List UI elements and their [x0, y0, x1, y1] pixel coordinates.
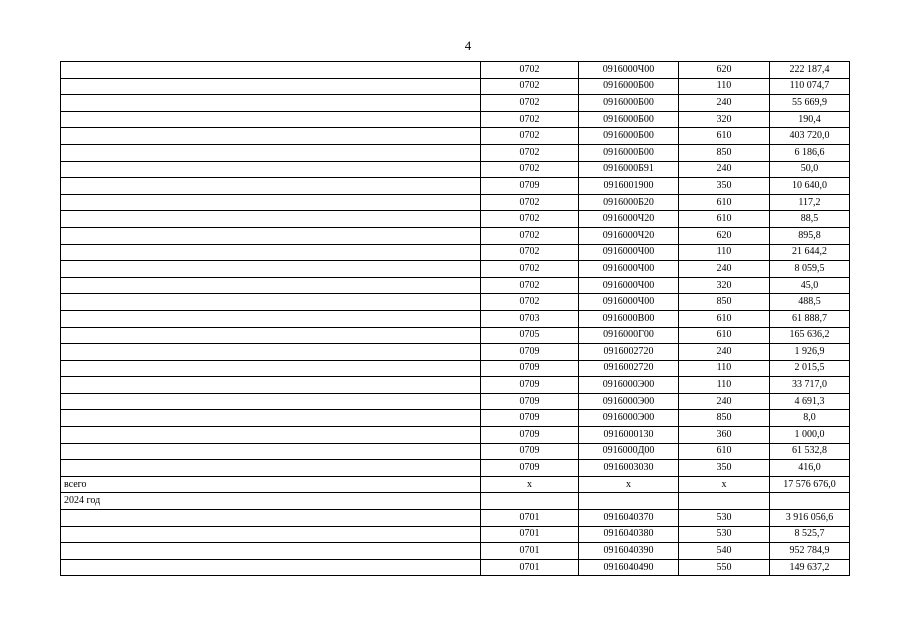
table-row: [61, 178, 850, 195]
section-code-cell: 0702: [481, 111, 579, 128]
table-row: [61, 410, 850, 427]
target-article-cell: 0916000Б20: [579, 194, 679, 211]
expense-type-cell: 240: [679, 95, 770, 112]
expense-type-cell: 610: [679, 310, 770, 327]
amount-cell: 3 916 056,6: [770, 510, 850, 527]
expense-type-cell: 850: [679, 410, 770, 427]
table-row: [61, 360, 850, 377]
table-row: [61, 543, 850, 560]
amount-cell: 8,0: [770, 410, 850, 427]
section-code-cell: 0702: [481, 62, 579, 79]
section-code-cell: 0701: [481, 543, 579, 560]
amount-cell: 61 532,8: [770, 443, 850, 460]
target-article-cell: 0916000Б00: [579, 78, 679, 95]
target-article-cell: 0916000Ч00: [579, 277, 679, 294]
table-row: [61, 476, 850, 493]
amount-cell: 6 186,6: [770, 144, 850, 161]
row-name-cell: [61, 510, 481, 527]
amount-cell: 17 576 676,0: [770, 476, 850, 493]
target-article-cell: 0916040370: [579, 510, 679, 527]
expense-type-cell: 240: [679, 344, 770, 361]
section-code-cell: 0701: [481, 559, 579, 576]
expense-type-cell: 240: [679, 393, 770, 410]
section-code-cell: 0709: [481, 393, 579, 410]
section-code-cell: 0702: [481, 277, 579, 294]
target-article-cell: 0916000Ч00: [579, 261, 679, 278]
amount-cell: 110 074,7: [770, 78, 850, 95]
table-row: [61, 559, 850, 576]
row-name-cell: [61, 310, 481, 327]
row-name-cell: [61, 178, 481, 195]
row-name-cell: [61, 194, 481, 211]
amount-cell: 117,2: [770, 194, 850, 211]
target-article-cell: х: [579, 476, 679, 493]
section-code-cell: 0702: [481, 144, 579, 161]
amount-cell: 416,0: [770, 460, 850, 477]
expense-type-cell: 350: [679, 178, 770, 195]
table-row: [61, 261, 850, 278]
row-name-cell: [61, 460, 481, 477]
section-code-cell: 0702: [481, 128, 579, 145]
section-code-cell: 0702: [481, 294, 579, 311]
amount-cell: 895,8: [770, 227, 850, 244]
section-code-cell: 0703: [481, 310, 579, 327]
amount-cell: 45,0: [770, 277, 850, 294]
row-name-cell: [61, 211, 481, 228]
expense-type-cell: 110: [679, 377, 770, 394]
target-article-cell: 0916000Ч20: [579, 227, 679, 244]
row-name-cell: [61, 360, 481, 377]
section-code-cell: 0702: [481, 244, 579, 261]
section-code-cell: 0709: [481, 178, 579, 195]
expense-type-cell: 240: [679, 261, 770, 278]
section-code-cell: 0702: [481, 161, 579, 178]
amount-cell: 190,4: [770, 111, 850, 128]
expense-type-cell: 550: [679, 559, 770, 576]
target-article-cell: 0916002720: [579, 344, 679, 361]
row-name-cell: [61, 294, 481, 311]
section-code-cell: 0701: [481, 510, 579, 527]
target-article-cell: 0916000Э00: [579, 377, 679, 394]
table-row: [61, 493, 850, 510]
row-name-cell: [61, 327, 481, 344]
row-name-cell: [61, 62, 481, 79]
row-name-cell: [61, 543, 481, 560]
table-row: [61, 78, 850, 95]
table-row: [61, 111, 850, 128]
expense-type-cell: 850: [679, 144, 770, 161]
amount-cell: 33 717,0: [770, 377, 850, 394]
section-code-cell: 0702: [481, 95, 579, 112]
expense-type-cell: 240: [679, 161, 770, 178]
table-row: [61, 211, 850, 228]
amount-cell: 165 636,2: [770, 327, 850, 344]
amount-cell: 50,0: [770, 161, 850, 178]
row-name-cell: [61, 277, 481, 294]
target-article-cell: 0916000130: [579, 427, 679, 444]
amount-cell: 222 187,4: [770, 62, 850, 79]
table-row: [61, 310, 850, 327]
expense-type-cell: 610: [679, 128, 770, 145]
target-article-cell: 0916000Б00: [579, 144, 679, 161]
amount-cell: 2 015,5: [770, 360, 850, 377]
row-name-cell: [61, 559, 481, 576]
section-code-cell: 0702: [481, 194, 579, 211]
amount-cell: 21 644,2: [770, 244, 850, 261]
expense-type-cell: [679, 493, 770, 510]
section-code-cell: 0709: [481, 443, 579, 460]
target-article-cell: 0916000Г00: [579, 327, 679, 344]
table-row: [61, 427, 850, 444]
table-row: [61, 344, 850, 361]
budget-table: [60, 61, 850, 576]
amount-cell: 61 888,7: [770, 310, 850, 327]
row-name-cell: [61, 526, 481, 543]
row-name-cell: [61, 244, 481, 261]
expense-type-cell: 620: [679, 62, 770, 79]
table-row: [61, 294, 850, 311]
amount-cell: 88,5: [770, 211, 850, 228]
target-article-cell: 0916000Б00: [579, 128, 679, 145]
expense-type-cell: 610: [679, 211, 770, 228]
row-name-cell: [61, 111, 481, 128]
table-row: [61, 443, 850, 460]
section-code-cell: 0709: [481, 460, 579, 477]
section-code-cell: х: [481, 476, 579, 493]
amount-cell: 952 784,9: [770, 543, 850, 560]
section-code-cell: 0709: [481, 344, 579, 361]
target-article-cell: 0916001900: [579, 178, 679, 195]
target-article-cell: 0916000Ч00: [579, 62, 679, 79]
amount-cell: 8 525,7: [770, 526, 850, 543]
amount-cell: 1 926,9: [770, 344, 850, 361]
amount-cell: 488,5: [770, 294, 850, 311]
expense-type-cell: 610: [679, 194, 770, 211]
row-name-cell: [61, 344, 481, 361]
section-code-cell: 0709: [481, 377, 579, 394]
section-code-cell: 0702: [481, 227, 579, 244]
row-name-cell: 2024 год: [61, 493, 481, 510]
amount-cell: 4 691,3: [770, 393, 850, 410]
row-name-cell: [61, 443, 481, 460]
row-name-cell: [61, 261, 481, 278]
expense-type-cell: 110: [679, 244, 770, 261]
target-article-cell: 0916000Ч00: [579, 244, 679, 261]
expense-type-cell: 350: [679, 460, 770, 477]
row-name-cell: всего: [61, 476, 481, 493]
target-article-cell: 0916000Д00: [579, 443, 679, 460]
amount-cell: 10 640,0: [770, 178, 850, 195]
table-row: [61, 161, 850, 178]
target-article-cell: 0916040490: [579, 559, 679, 576]
section-code-cell: 0702: [481, 211, 579, 228]
table-row: [61, 244, 850, 261]
target-article-cell: 0916000Б00: [579, 111, 679, 128]
expense-type-cell: 620: [679, 227, 770, 244]
expense-type-cell: 110: [679, 78, 770, 95]
table-row: [61, 128, 850, 145]
target-article-cell: 0916040380: [579, 526, 679, 543]
target-article-cell: 0916000В00: [579, 310, 679, 327]
section-code-cell: 0709: [481, 410, 579, 427]
row-name-cell: [61, 128, 481, 145]
expense-type-cell: х: [679, 476, 770, 493]
expense-type-cell: 360: [679, 427, 770, 444]
table-row: [61, 194, 850, 211]
page-number: 4: [464, 38, 472, 53]
expense-type-cell: 320: [679, 277, 770, 294]
target-article-cell: [579, 493, 679, 510]
target-article-cell: 0916003030: [579, 460, 679, 477]
table-row: [61, 95, 850, 112]
expense-type-cell: 530: [679, 510, 770, 527]
section-code-cell: 0709: [481, 360, 579, 377]
expense-type-cell: 610: [679, 443, 770, 460]
section-code-cell: [481, 493, 579, 510]
expense-type-cell: 610: [679, 327, 770, 344]
row-name-cell: [61, 95, 481, 112]
amount-cell: 1 000,0: [770, 427, 850, 444]
row-name-cell: [61, 161, 481, 178]
budget-table-body: [61, 62, 850, 576]
amount-cell: [770, 493, 850, 510]
table-row: [61, 227, 850, 244]
row-name-cell: [61, 144, 481, 161]
row-name-cell: [61, 78, 481, 95]
table-row: [61, 510, 850, 527]
expense-type-cell: 110: [679, 360, 770, 377]
target-article-cell: 0916000Б91: [579, 161, 679, 178]
table-row: [61, 277, 850, 294]
table-row: [61, 526, 850, 543]
expense-type-cell: 850: [679, 294, 770, 311]
expense-type-cell: 320: [679, 111, 770, 128]
section-code-cell: 0701: [481, 526, 579, 543]
amount-cell: 149 637,2: [770, 559, 850, 576]
expense-type-cell: 530: [679, 526, 770, 543]
section-code-cell: 0702: [481, 261, 579, 278]
section-code-cell: 0709: [481, 427, 579, 444]
table-row: [61, 327, 850, 344]
table-row: [61, 377, 850, 394]
amount-cell: 8 059,5: [770, 261, 850, 278]
row-name-cell: [61, 227, 481, 244]
target-article-cell: 0916000Э00: [579, 393, 679, 410]
table-row: [61, 393, 850, 410]
row-name-cell: [61, 377, 481, 394]
table-row: [61, 62, 850, 79]
expense-type-cell: 540: [679, 543, 770, 560]
target-article-cell: 0916000Э00: [579, 410, 679, 427]
target-article-cell: 0916000Ч00: [579, 294, 679, 311]
target-article-cell: 0916000Б00: [579, 95, 679, 112]
target-article-cell: 0916002720: [579, 360, 679, 377]
section-code-cell: 0705: [481, 327, 579, 344]
target-article-cell: 0916000Ч20: [579, 211, 679, 228]
table-row: [61, 144, 850, 161]
amount-cell: 55 669,9: [770, 95, 850, 112]
row-name-cell: [61, 393, 481, 410]
amount-cell: 403 720,0: [770, 128, 850, 145]
section-code-cell: 0702: [481, 78, 579, 95]
row-name-cell: [61, 410, 481, 427]
row-name-cell: [61, 427, 481, 444]
target-article-cell: 0916040390: [579, 543, 679, 560]
table-row: [61, 460, 850, 477]
